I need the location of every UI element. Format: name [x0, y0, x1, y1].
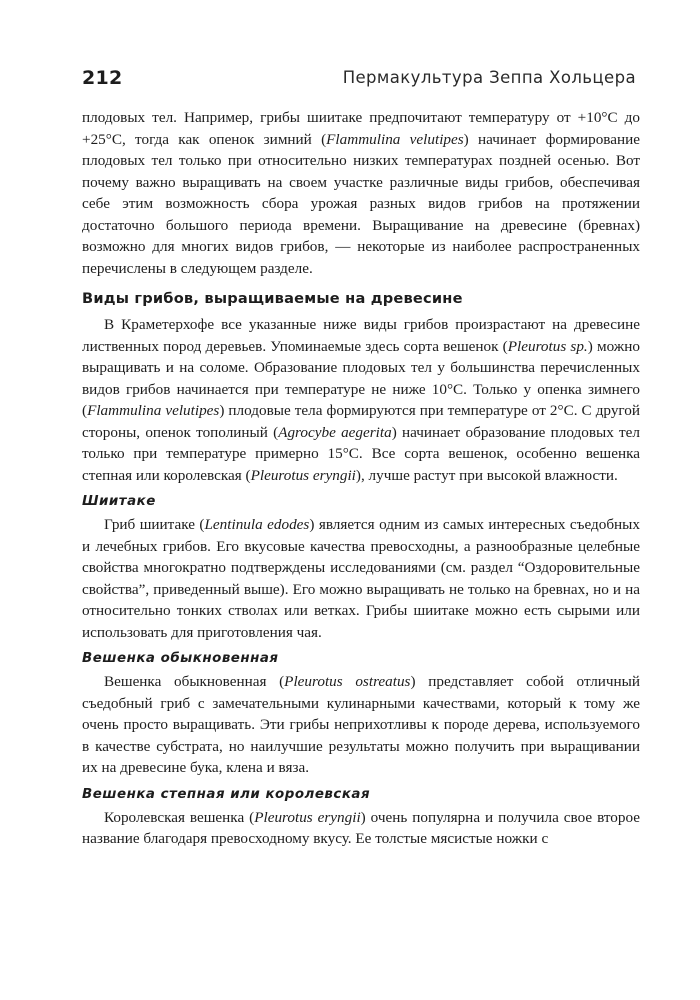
subheading-shiitake: Шиитаке — [82, 494, 156, 509]
paragraph-shiitake: Гриб шиитаке (Lentinula edodes) является одним из самых интересных съедобных и лечебных грибов. Его вкусовые качества превосходны, а разнообразные целебные свойства многократно подтверждены исследованиями (см. раздел “Оздоровительные свойства”, приведенный выше). Его можно выращивать не только на бревнах, но и на относительно тонких стволах или ветках. Грибы шиитаке можно есть сырыми или использовать для приготовления чая. — [82, 516, 640, 641]
intro-paragraph: плодовых тел. Например, грибы шиитаке предпочитают температуру от +10°C до +25°C, тогда как опенок зимний (Flammulina velutipes) начинает формирование плодовых тел только при относительно низких температурах поздней осенью. Вот почему важно выращивать на своем участке различные виды грибов, обеспечивая себе этим возможность сбора урожая разных видов грибов на протяжении достаточно большого периода времени. Выращивание на древесине (бревнах) возможно для многих видов грибов, — некоторые из наиболее распространенных перечислены в следующем разделе. — [82, 109, 641, 277]
latin-species-name: Flammulina velutipes — [87, 402, 220, 419]
latin-species-name: Flammulina velutipes — [326, 130, 464, 148]
latin-species-name: Agrocybe aegerita — [278, 423, 392, 441]
subheading-oyster: Вешенка обыкновенная — [82, 651, 279, 666]
latin-species-name: Pleurotus ostreatus — [284, 673, 411, 690]
subheading-king-oyster: Вешенка степная или королевская — [82, 786, 371, 802]
latin-species-name: Pleurotus eryngii — [250, 466, 356, 484]
running-head: Пермакультура Зеппа Хольцера — [342, 68, 636, 87]
section-paragraph: В Краметерхофе все указанные ниже виды грибов произрастают на древесине лиственных пород деревьев. Упоминаемые здесь сорта вешенок (Pleurotus sp.) можно выращивать и на соломе. Образование плодовых тел у большинства перечисленных видов грибов начинается при температуре не ниже 10°C. Только у опенка зимнего (Flammulina velutipes) плодовые тела формируются при температуре от 2°C. С другой стороны, опенок тополиный (Agrocybe aegerita) начинает образование плодовых тел только при температуре примерно 15°C. Все сорта вешенок, особенно вешенка степная или королевская (Pleurotus eryngii), лучше растут при высокой влажности. — [82, 316, 640, 484]
paragraph-oyster: Вешенка обыкновенная (Pleurotus ostreatus) представляет собой отличный съедобный гриб с замечательными кулинарными качествами, который к тому же очень просто выращивать. Эти грибы неприхотливы к породе дерева, используемого в качестве субстрата, но наилучшие результаты можно получить при выращивании их на древесине бука, клена и вяза. — [82, 673, 641, 776]
latin-species-name: Pleurotus sp. — [507, 337, 588, 355]
paragraph-king-oyster: Королевская вешенка (Pleurotus eryngii) очень популярна и получила свое второе название благодаря превосходному вкусу. Ее толстые мясистые ножки с — [82, 808, 641, 847]
latin-species-name: Pleurotus eryngii — [254, 808, 361, 826]
body-text — [82, 107, 640, 850]
page-number: 212 — [82, 67, 123, 89]
section-heading: Виды грибов, выращиваемые на древесине — [82, 290, 463, 307]
latin-species-name: Lentinula edodes — [204, 516, 310, 533]
